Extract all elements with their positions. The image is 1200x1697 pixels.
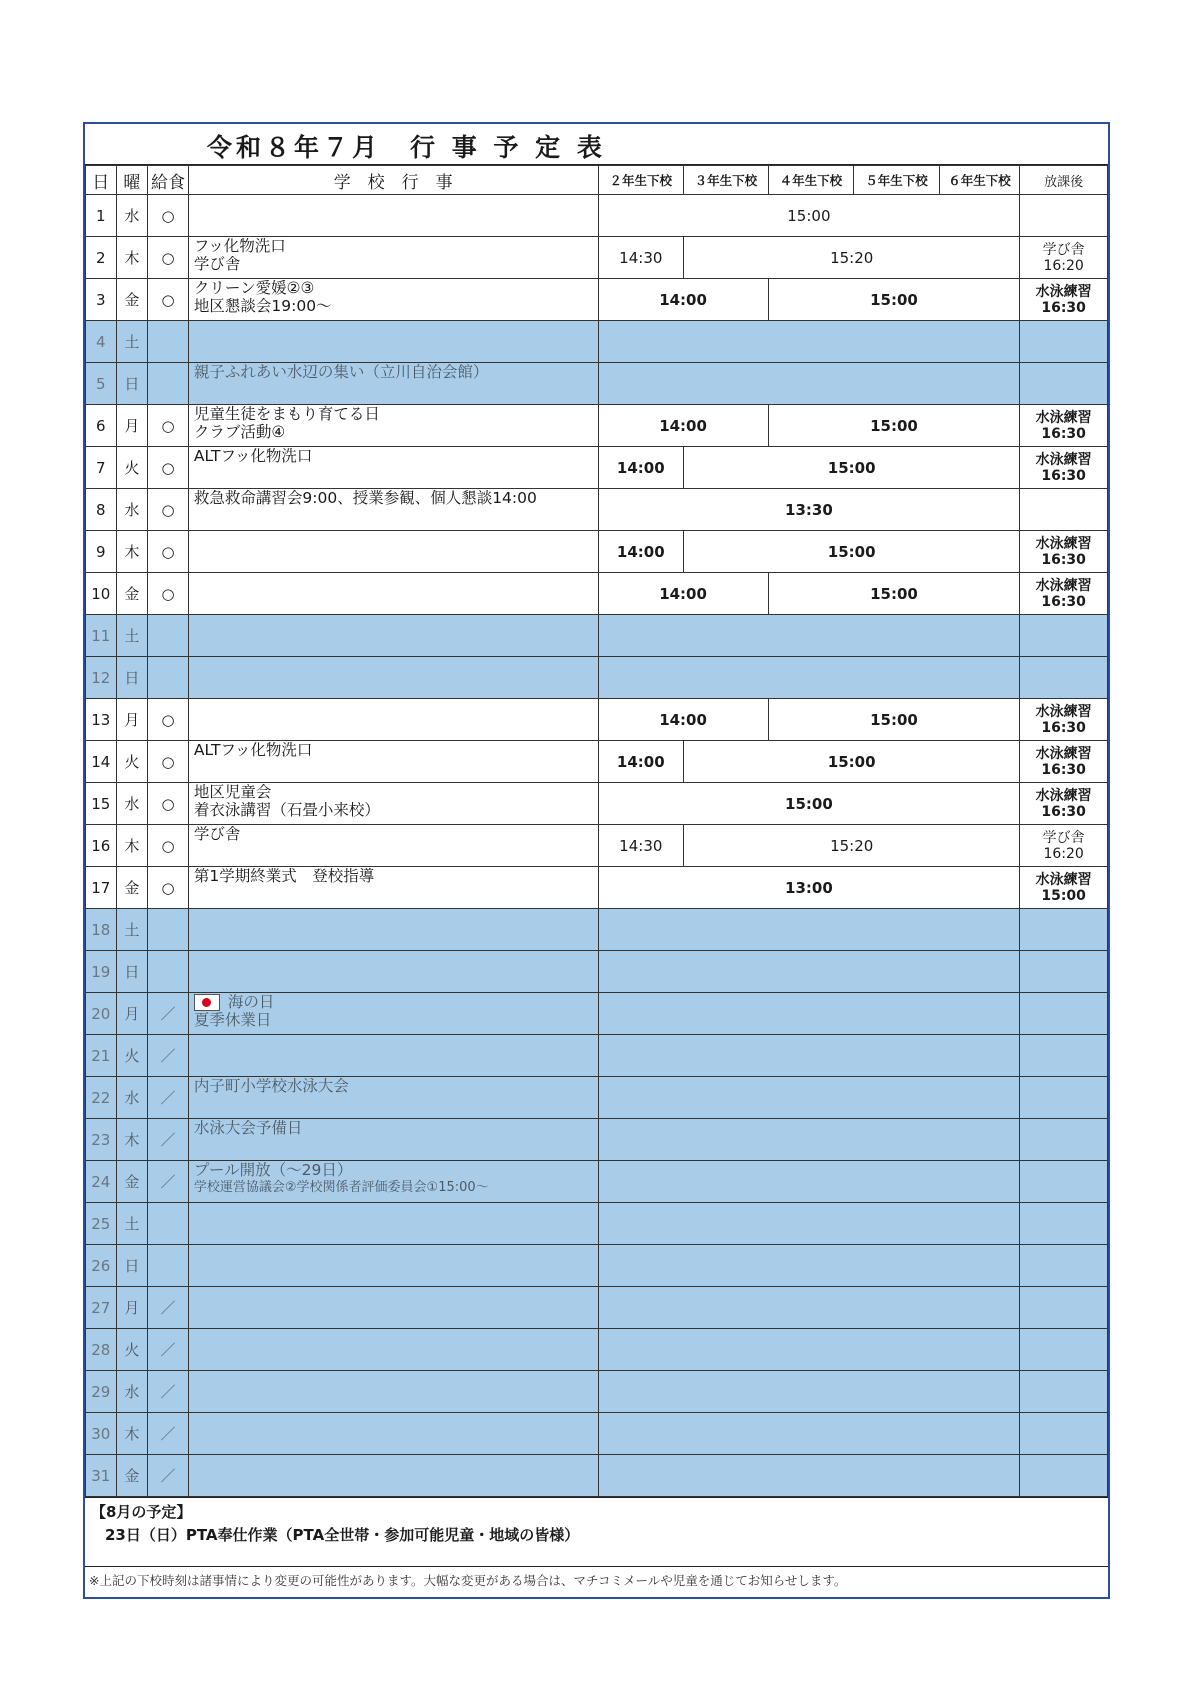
- event-cell: [188, 279, 598, 321]
- event-cell: [188, 1455, 598, 1497]
- table-row: [86, 195, 1108, 237]
- after-school-line: 水泳練習: [1035, 745, 1092, 762]
- day-cell: 24: [86, 1161, 117, 1203]
- dismissal-time-cell: 13:00: [598, 867, 1020, 909]
- dismissal-time-cell: [598, 1245, 1020, 1287]
- header-row: [86, 166, 1108, 195]
- lunch-cell: ／: [148, 1329, 189, 1371]
- day-cell: 2: [86, 237, 117, 279]
- day-cell: 1: [86, 195, 117, 237]
- event-line: クラブ活動④: [193, 423, 286, 441]
- weekday-cell: 月: [116, 1287, 148, 1329]
- lunch-cell: [148, 321, 189, 363]
- lunch-cell: ○: [148, 531, 189, 573]
- lunch-cell: ／: [148, 1161, 189, 1203]
- august-item: 23日（日）PTA奉仕作業（PTA全世帯・参加可能児童・地域の皆様）: [105, 1526, 580, 1544]
- header-weekday: 曜: [116, 166, 148, 195]
- event-cell: [188, 699, 598, 741]
- dismissal-time-cell: 15:00: [598, 783, 1020, 825]
- event-cell: [188, 1371, 598, 1413]
- lunch-cell: [148, 657, 189, 699]
- header-grade-6: ６年生下校: [939, 166, 1019, 195]
- weekday-cell: 日: [116, 1245, 148, 1287]
- after-school-cell: [1020, 237, 1108, 279]
- table-row: [86, 951, 1108, 993]
- event-line: 水泳大会予備日: [193, 1119, 303, 1137]
- lunch-cell: ○: [148, 699, 189, 741]
- event-cell: [188, 909, 598, 951]
- weekday-cell: 土: [116, 1203, 148, 1245]
- day-cell: 14: [86, 741, 117, 783]
- lunch-cell: ○: [148, 825, 189, 867]
- dismissal-time-cell: 15:20: [684, 237, 1020, 279]
- lunch-cell: ○: [148, 867, 189, 909]
- event-cell: [188, 447, 598, 489]
- lunch-cell: ／: [148, 1287, 189, 1329]
- after-school-cell: [1020, 1413, 1108, 1455]
- after-school-cell: [1020, 573, 1108, 615]
- after-school-cell: [1020, 1203, 1108, 1245]
- weekday-cell: 木: [116, 237, 148, 279]
- event-line: プール開放（～29日）: [193, 1161, 353, 1179]
- weekday-cell: 火: [116, 1035, 148, 1077]
- dismissal-time-cell: [598, 1413, 1020, 1455]
- after-school-cell: [1020, 321, 1108, 363]
- schedule-sheet: [83, 122, 1110, 1599]
- table-row: [86, 699, 1108, 741]
- after-school-line: 16:30: [1041, 761, 1086, 778]
- event-line: 学校運営協議会②学校関係者評価委員会①15:00～: [193, 1180, 489, 1195]
- after-school-line: 16:30: [1041, 467, 1086, 484]
- event-line: 学び舎: [193, 825, 241, 843]
- header-grade-4: ４年生下校: [768, 166, 854, 195]
- lunch-cell: [148, 951, 189, 993]
- table-row: [86, 1287, 1108, 1329]
- day-cell: 11: [86, 615, 117, 657]
- after-school-cell: [1020, 783, 1108, 825]
- dismissal-time-cell: 14:00: [598, 741, 684, 783]
- after-school-cell: [1020, 1329, 1108, 1371]
- dismissal-time-cell: [598, 951, 1020, 993]
- weekday-cell: 土: [116, 321, 148, 363]
- day-cell: 6: [86, 405, 117, 447]
- after-school-line: 15:00: [1041, 887, 1086, 904]
- header-grade-2: ２年生下校: [598, 166, 684, 195]
- weekday-cell: 水: [116, 1371, 148, 1413]
- after-school-cell: [1020, 1077, 1108, 1119]
- after-school-line: 16:30: [1041, 425, 1086, 442]
- after-school-line: 水泳練習: [1035, 703, 1092, 720]
- after-school-cell: [1020, 825, 1108, 867]
- after-school-line: 水泳練習: [1035, 787, 1092, 804]
- dismissal-time-cell: [598, 1119, 1020, 1161]
- event-line: [194, 993, 598, 1011]
- day-cell: 22: [86, 1077, 117, 1119]
- event-cell: [188, 1287, 598, 1329]
- event-cell: [188, 1329, 598, 1371]
- after-school-cell: [1020, 531, 1108, 573]
- table-row: [86, 867, 1108, 909]
- weekday-cell: 木: [116, 1119, 148, 1161]
- event-text: 海の日: [227, 993, 275, 1011]
- event-line: 親子ふれあい水辺の集い（立川自治会館）: [193, 363, 489, 381]
- lunch-cell: [148, 909, 189, 951]
- day-cell: 26: [86, 1245, 117, 1287]
- day-cell: 19: [86, 951, 117, 993]
- lunch-cell: [148, 363, 189, 405]
- lunch-cell: ／: [148, 1035, 189, 1077]
- day-cell: 15: [86, 783, 117, 825]
- table-row: [86, 531, 1108, 573]
- event-line: 児童生徒をまもり育てる日: [193, 405, 380, 423]
- table-row: [86, 1329, 1108, 1371]
- event-cell: [188, 489, 598, 531]
- after-school-cell: [1020, 657, 1108, 699]
- day-cell: 18: [86, 909, 117, 951]
- dismissal-time-cell: 14:00: [598, 573, 768, 615]
- day-cell: 23: [86, 1119, 117, 1161]
- page-title: 令和８年７月 行 事 予 定 表: [207, 133, 606, 162]
- dismissal-time-cell: 13:30: [598, 489, 1020, 531]
- after-school-cell: [1020, 615, 1108, 657]
- lunch-cell: ○: [148, 279, 189, 321]
- dismissal-time-cell: [598, 1329, 1020, 1371]
- day-cell: 3: [86, 279, 117, 321]
- dismissal-time-cell: 14:00: [598, 447, 684, 489]
- after-school-cell: [1020, 909, 1108, 951]
- after-school-cell: [1020, 951, 1108, 993]
- after-school-cell: [1020, 363, 1108, 405]
- event-line: 学び舎: [193, 255, 241, 273]
- after-school-cell: [1020, 741, 1108, 783]
- august-title: 【8月の予定】: [91, 1503, 192, 1521]
- after-school-line: 学び舎: [1042, 829, 1085, 846]
- dismissal-time-cell: [598, 1371, 1020, 1413]
- lunch-cell: ○: [148, 237, 189, 279]
- table-row: [86, 1245, 1108, 1287]
- dismissal-time-cell: [598, 363, 1020, 405]
- header-lunch: 給食: [148, 166, 189, 195]
- after-school-line: 16:30: [1041, 719, 1086, 736]
- event-cell: [188, 531, 598, 573]
- table-row: [86, 741, 1108, 783]
- event-cell: [188, 1245, 598, 1287]
- dismissal-time-cell: 14:00: [598, 531, 684, 573]
- day-cell: 29: [86, 1371, 117, 1413]
- after-school-line: 水泳練習: [1035, 409, 1092, 426]
- dismissal-time-cell: [598, 993, 1020, 1035]
- dismissal-time-cell: [598, 909, 1020, 951]
- weekday-cell: 火: [116, 447, 148, 489]
- table-row: [86, 1119, 1108, 1161]
- august-section: [85, 1497, 1108, 1566]
- weekday-cell: 木: [116, 825, 148, 867]
- dismissal-time-cell: 15:00: [768, 279, 1020, 321]
- after-school-line: 16:30: [1041, 299, 1086, 316]
- event-cell: [188, 1035, 598, 1077]
- table-row: [86, 1035, 1108, 1077]
- lunch-cell: ○: [148, 489, 189, 531]
- day-cell: 12: [86, 657, 117, 699]
- dismissal-time-cell: 15:00: [768, 405, 1020, 447]
- event-cell: [188, 1119, 598, 1161]
- event-cell: [188, 573, 598, 615]
- after-school-cell: [1020, 195, 1108, 237]
- event-cell: [188, 615, 598, 657]
- dismissal-time-cell: [598, 1161, 1020, 1203]
- dismissal-time-cell: [598, 1035, 1020, 1077]
- weekday-cell: 水: [116, 195, 148, 237]
- after-school-cell: [1020, 405, 1108, 447]
- event-cell: [188, 363, 598, 405]
- lunch-cell: ○: [148, 447, 189, 489]
- lunch-cell: [148, 615, 189, 657]
- event-cell: [188, 405, 598, 447]
- event-cell: [188, 993, 598, 1035]
- day-cell: 31: [86, 1455, 117, 1497]
- dismissal-time-cell: [598, 1455, 1020, 1497]
- day-cell: 20: [86, 993, 117, 1035]
- weekday-cell: 月: [116, 993, 148, 1035]
- after-school-cell: [1020, 447, 1108, 489]
- lunch-cell: [148, 1203, 189, 1245]
- after-school-cell: [1020, 1035, 1108, 1077]
- japan-flag-icon: [194, 994, 220, 1011]
- dismissal-time-cell: 14:00: [598, 279, 768, 321]
- event-cell: [188, 1203, 598, 1245]
- lunch-cell: ／: [148, 1371, 189, 1413]
- day-cell: 16: [86, 825, 117, 867]
- event-cell: [188, 1413, 598, 1455]
- day-cell: 25: [86, 1203, 117, 1245]
- weekday-cell: 金: [116, 867, 148, 909]
- weekday-cell: 日: [116, 363, 148, 405]
- after-school-cell: [1020, 489, 1108, 531]
- footer-note: ※上記の下校時刻は諸事情により変更の可能性があります。大幅な変更がある場合は、マチコミメールや児童を通じてお知らせします。: [85, 1566, 1108, 1597]
- after-school-cell: [1020, 1161, 1108, 1203]
- dismissal-time-cell: 15:20: [684, 825, 1020, 867]
- after-school-line: 水泳練習: [1035, 871, 1092, 888]
- dismissal-time-cell: [598, 615, 1020, 657]
- event-cell: [188, 321, 598, 363]
- table-row: [86, 573, 1108, 615]
- header-after-school: 放課後: [1020, 166, 1108, 195]
- lunch-cell: ／: [148, 1455, 189, 1497]
- dismissal-time-cell: 15:00: [598, 195, 1020, 237]
- after-school-cell: [1020, 699, 1108, 741]
- lunch-cell: [148, 1245, 189, 1287]
- after-school-line: 16:30: [1041, 803, 1086, 820]
- dismissal-time-cell: 15:00: [684, 741, 1020, 783]
- event-line: 地区児童会: [193, 783, 272, 801]
- lunch-cell: ／: [148, 993, 189, 1035]
- weekday-cell: 木: [116, 531, 148, 573]
- weekday-cell: 金: [116, 1455, 148, 1497]
- event-line: ALTフッ化物洗口: [193, 741, 313, 759]
- after-school-line: 水泳練習: [1035, 451, 1092, 468]
- table-row: [86, 657, 1108, 699]
- event-cell: [188, 657, 598, 699]
- day-cell: 4: [86, 321, 117, 363]
- after-school-cell: [1020, 1455, 1108, 1497]
- header-events: 学 校 行 事: [188, 166, 598, 195]
- table-row: [86, 615, 1108, 657]
- after-school-cell: [1020, 279, 1108, 321]
- header-grade-3: ３年生下校: [684, 166, 769, 195]
- weekday-cell: 月: [116, 405, 148, 447]
- event-line: 第1学期終業式 登校指導: [193, 867, 375, 885]
- after-school-line: 16:20: [1043, 845, 1084, 862]
- weekday-cell: 金: [116, 573, 148, 615]
- dismissal-time-cell: [598, 1077, 1020, 1119]
- event-line: ALTフッ化物洗口: [193, 447, 313, 465]
- day-cell: 13: [86, 699, 117, 741]
- weekday-cell: 水: [116, 783, 148, 825]
- after-school-cell: [1020, 1371, 1108, 1413]
- after-school-line: 16:30: [1041, 593, 1086, 610]
- weekday-cell: 水: [116, 1077, 148, 1119]
- event-line: クリーン愛媛②③: [193, 279, 315, 297]
- event-cell: [188, 783, 598, 825]
- day-cell: 10: [86, 573, 117, 615]
- lunch-cell: ○: [148, 405, 189, 447]
- table-row: [86, 825, 1108, 867]
- weekday-cell: 月: [116, 699, 148, 741]
- day-cell: 5: [86, 363, 117, 405]
- lunch-cell: ○: [148, 573, 189, 615]
- weekday-cell: 日: [116, 657, 148, 699]
- weekday-cell: 木: [116, 1413, 148, 1455]
- event-line: 地区懇談会19:00～: [193, 297, 332, 315]
- weekday-cell: 水: [116, 489, 148, 531]
- weekday-cell: 日: [116, 951, 148, 993]
- dismissal-time-cell: 14:00: [598, 699, 768, 741]
- table-row: [86, 447, 1108, 489]
- event-cell: [188, 825, 598, 867]
- table-row: [86, 489, 1108, 531]
- dismissal-time-cell: [598, 657, 1020, 699]
- event-cell: [188, 237, 598, 279]
- event-cell: [188, 741, 598, 783]
- day-cell: 28: [86, 1329, 117, 1371]
- day-cell: 17: [86, 867, 117, 909]
- event-line: フッ化物洗口: [193, 237, 286, 255]
- weekday-cell: 金: [116, 1161, 148, 1203]
- dismissal-time-cell: 15:00: [684, 531, 1020, 573]
- after-school-line: 水泳練習: [1035, 283, 1092, 300]
- header-grade-5: ５年生下校: [854, 166, 940, 195]
- table-row: [86, 1371, 1108, 1413]
- table-row: [86, 1161, 1108, 1203]
- day-cell: 7: [86, 447, 117, 489]
- title-row: [85, 124, 1108, 165]
- event-line: 夏季休業日: [193, 1011, 272, 1029]
- lunch-cell: ／: [148, 1413, 189, 1455]
- schedule-rows: [86, 195, 1108, 1497]
- lunch-cell: ○: [148, 195, 189, 237]
- table-row: [86, 405, 1108, 447]
- after-school-cell: [1020, 993, 1108, 1035]
- event-line: 内子町小学校水泳大会: [193, 1077, 349, 1095]
- day-cell: 8: [86, 489, 117, 531]
- after-school-line: 水泳練習: [1035, 535, 1092, 552]
- dismissal-time-cell: 15:00: [768, 699, 1020, 741]
- table-row: [86, 909, 1108, 951]
- after-school-cell: [1020, 867, 1108, 909]
- dismissal-time-cell: [598, 1287, 1020, 1329]
- table-row: [86, 1203, 1108, 1245]
- after-school-cell: [1020, 1245, 1108, 1287]
- weekday-cell: 金: [116, 279, 148, 321]
- lunch-cell: ○: [148, 783, 189, 825]
- table-row: [86, 1077, 1108, 1119]
- after-school-line: 16:20: [1043, 257, 1084, 274]
- event-cell: [188, 867, 598, 909]
- dismissal-time-cell: 15:00: [684, 447, 1020, 489]
- event-line: 着衣泳講習（石畳小来校）: [193, 801, 380, 819]
- after-school-line: 水泳練習: [1035, 577, 1092, 594]
- lunch-cell: ／: [148, 1077, 189, 1119]
- weekday-cell: 土: [116, 909, 148, 951]
- day-cell: 27: [86, 1287, 117, 1329]
- event-cell: [188, 1161, 598, 1203]
- dismissal-time-cell: 15:00: [768, 573, 1020, 615]
- table-row: [86, 1455, 1108, 1497]
- dismissal-time-cell: 14:30: [598, 237, 684, 279]
- after-school-line: 16:30: [1041, 551, 1086, 568]
- table-row: [86, 993, 1108, 1035]
- after-school-cell: [1020, 1119, 1108, 1161]
- event-cell: [188, 951, 598, 993]
- event-line: 救急救命講習会9:00、授業参観、個人懇談14:00: [193, 489, 537, 507]
- dismissal-time-cell: 14:00: [598, 405, 768, 447]
- day-cell: 21: [86, 1035, 117, 1077]
- schedule-table: [85, 165, 1108, 1497]
- after-school-line: 学び舎: [1042, 241, 1085, 258]
- dismissal-time-cell: [598, 321, 1020, 363]
- day-cell: 9: [86, 531, 117, 573]
- event-cell: [188, 1077, 598, 1119]
- weekday-cell: 火: [116, 741, 148, 783]
- after-school-cell: [1020, 1287, 1108, 1329]
- lunch-cell: ○: [148, 741, 189, 783]
- table-row: [86, 1413, 1108, 1455]
- table-row: [86, 363, 1108, 405]
- lunch-cell: ／: [148, 1119, 189, 1161]
- table-row: [86, 783, 1108, 825]
- dismissal-time-cell: [598, 1203, 1020, 1245]
- table-row: [86, 321, 1108, 363]
- day-cell: 30: [86, 1413, 117, 1455]
- weekday-cell: 火: [116, 1329, 148, 1371]
- table-row: [86, 279, 1108, 321]
- dismissal-time-cell: 14:30: [598, 825, 684, 867]
- table-row: [86, 237, 1108, 279]
- header-day: 日: [86, 166, 117, 195]
- event-cell: [188, 195, 598, 237]
- weekday-cell: 土: [116, 615, 148, 657]
